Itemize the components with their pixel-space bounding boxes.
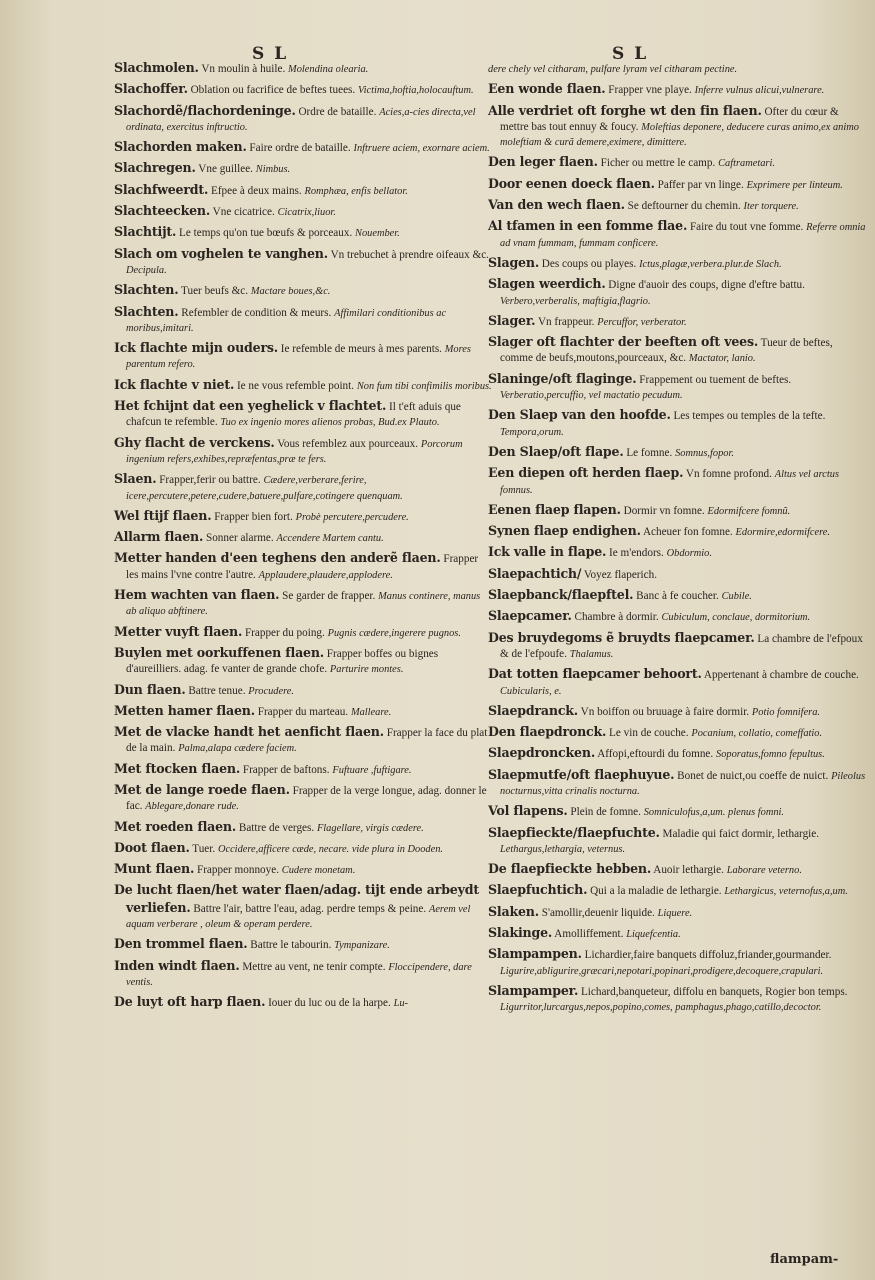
latin-gloss: Somniculofus,a,um. plenus fomni. bbox=[643, 807, 785, 819]
dictionary-entry bbox=[488, 334, 866, 367]
latin-gloss: Parturire montes. bbox=[329, 664, 404, 676]
latin-gloss: Ligurire,abligurire,græcari,nepotari,popinari,prodigere,decoquere,crapulari. bbox=[500, 965, 824, 977]
dictionary-entry bbox=[114, 724, 492, 757]
dictionary-entry bbox=[488, 154, 866, 171]
dictionary-entry bbox=[114, 840, 492, 857]
headword: Den flaepdronck. bbox=[488, 724, 607, 740]
latin-gloss: Referre omnia ad vnam fummam, fummam conficere. bbox=[500, 222, 866, 249]
dictionary-entry bbox=[488, 882, 866, 899]
headword: Synen flaep endighen. bbox=[488, 523, 641, 539]
french-gloss: Frapper monnoye. bbox=[196, 864, 279, 877]
french-gloss: Bonet de nuict,ou coeffe de nuict. bbox=[677, 769, 829, 782]
french-gloss: Auoir lethargie. bbox=[653, 864, 724, 877]
dictionary-entry bbox=[114, 224, 492, 241]
latin-gloss: Inftruere aciem, exornare aciem. bbox=[353, 143, 490, 155]
headword: Slaken. bbox=[488, 903, 539, 919]
latin-gloss: Somnus,fopor. bbox=[675, 447, 734, 459]
latin-gloss: Cicatrix,liuor. bbox=[277, 207, 336, 219]
headword: Dun flaen. bbox=[114, 681, 186, 697]
dictionary-entry bbox=[488, 803, 866, 820]
headword: Met ftocken flaen. bbox=[114, 760, 241, 776]
latin-gloss: Soporatus,fomno fepultus. bbox=[716, 749, 825, 761]
headword: Den trommel flaen. bbox=[114, 936, 248, 952]
french-gloss: Frapper du poing. bbox=[244, 626, 325, 639]
french-gloss: Vous refemblez aux pourceaux. bbox=[277, 437, 419, 450]
french-gloss: Frapper boffes ou bignes d'aureilliers. adag. fe vanter de grande chofe. bbox=[126, 647, 439, 676]
headword: Buylen met oorkuffenen flaen. bbox=[114, 644, 324, 660]
latin-gloss: Aerem vel aquam verberare , oleum & operam perdere. bbox=[126, 903, 471, 931]
latin-gloss: Romphæa, enfis bellator. bbox=[304, 185, 408, 197]
latin-gloss: Manus continere, manus ab aliquo abftinere. bbox=[126, 591, 481, 618]
latin-gloss: Floccipendere, dare ventis. bbox=[126, 961, 472, 988]
latin-gloss: Molendina olearia. bbox=[288, 64, 369, 75]
french-gloss: Le fomne. bbox=[626, 446, 673, 459]
french-gloss: Maladie qui faict dormir, lethargie. bbox=[662, 827, 820, 840]
dictionary-entry bbox=[488, 255, 866, 272]
headword: Slachordẽ/flachordeninge. bbox=[114, 102, 296, 118]
french-gloss: Appertenant à chambre de couche. bbox=[703, 669, 859, 682]
dictionary-entry bbox=[114, 645, 492, 678]
dictionary-entry bbox=[488, 925, 866, 942]
french-gloss: Faire ordre de bataille. bbox=[249, 142, 351, 155]
dictionary-entry bbox=[488, 703, 866, 720]
dictionary-entry bbox=[488, 81, 866, 98]
french-gloss: Dormir vn fomne. bbox=[623, 504, 705, 517]
headword: Slampampen. bbox=[488, 946, 582, 962]
latin-gloss: Acies,a-cies directa,vel ordinata, exercitus inftructio. bbox=[126, 106, 476, 133]
headword: Slaepfieckte/flaepfuchte. bbox=[488, 824, 660, 840]
headword: Den Slaep van den hoofde. bbox=[488, 407, 671, 423]
headword: De luyt oft harp flaen. bbox=[114, 994, 266, 1010]
dictionary-entry bbox=[488, 371, 866, 404]
dictionary-entry bbox=[488, 630, 866, 663]
latin-gloss: Decipula. bbox=[126, 264, 167, 276]
french-gloss: Digne d'auoir des coups, digne d'eftre battu. bbox=[608, 279, 805, 292]
french-gloss: Vn moulin à huile. bbox=[201, 63, 286, 75]
dictionary-entry bbox=[114, 340, 492, 373]
french-gloss: S'amollir,deuenir liquide. bbox=[541, 906, 655, 919]
dictionary-entry bbox=[488, 276, 866, 309]
headword: Slachfweerdt. bbox=[114, 181, 209, 197]
headword: Slaepdroncken. bbox=[488, 745, 596, 761]
french-gloss: Vn trebuchet à prendre oifeaux &c. bbox=[330, 248, 489, 261]
headword: Slachten. bbox=[114, 282, 179, 298]
dictionary-entry bbox=[488, 407, 866, 440]
headword: Ghy flacht de verckens. bbox=[114, 434, 275, 450]
french-gloss: Affopi,eftourdi du fomne. bbox=[597, 748, 714, 761]
latin-gloss: Cubicularis, e. bbox=[500, 685, 562, 697]
headword: Doot flaen. bbox=[114, 839, 190, 855]
latin-gloss: Verbero,verberalis, maftigia,flagrio. bbox=[500, 295, 651, 307]
french-gloss: Frapper vne playe. bbox=[608, 84, 692, 97]
latin-gloss: Malleare. bbox=[350, 706, 392, 718]
headword: Slach om voghelen te vanghen. bbox=[114, 245, 328, 261]
dictionary-entry bbox=[488, 465, 866, 498]
headword: Den leger flaen. bbox=[488, 154, 598, 170]
french-gloss: Amolliffement. bbox=[554, 928, 624, 941]
french-gloss: Plein de fomne. bbox=[570, 806, 641, 819]
french-gloss: Des coups ou playes. bbox=[541, 257, 637, 270]
latin-gloss: Edormire,edormifcere. bbox=[735, 527, 830, 539]
headword: Slachtijt. bbox=[114, 224, 177, 240]
headword: Den Slaep/oft flape. bbox=[488, 443, 624, 459]
headword: Slaen. bbox=[114, 471, 157, 487]
dictionary-entry bbox=[114, 936, 492, 953]
french-gloss: Acheuer fon fomne. bbox=[642, 526, 733, 539]
french-gloss: Faire du tout vne fomme. bbox=[689, 221, 804, 234]
french-gloss: Refembler de condition & meurs. bbox=[181, 306, 332, 319]
dictionary-entry bbox=[114, 529, 492, 546]
french-gloss: Ie ne vous refemble point. bbox=[236, 379, 355, 392]
french-gloss: Frapper de baftons. bbox=[242, 763, 330, 776]
headword: Vol flapens. bbox=[488, 803, 568, 819]
headword: Slaepmutfe/oft flaephuyue. bbox=[488, 766, 675, 782]
french-gloss: Les tempes ou temples de la tefte. bbox=[673, 410, 826, 423]
latin-gloss: Percuffor, verberator. bbox=[597, 316, 687, 328]
dictionary-entry bbox=[488, 313, 866, 330]
latin-gloss: Pocanium, collatio, comeffatio. bbox=[691, 728, 823, 740]
headword: Slagen. bbox=[488, 254, 539, 270]
headword: Allarm flaen. bbox=[114, 529, 204, 545]
latin-gloss: Lethargicus, veternofus,a,um. bbox=[724, 886, 848, 898]
french-gloss: Paffer par vn linge. bbox=[657, 178, 744, 191]
latin-gloss: Laborare veterno. bbox=[726, 865, 802, 877]
dictionary-entry bbox=[114, 958, 492, 991]
latin-gloss: Accendere Martem cantu. bbox=[276, 533, 384, 545]
headword: Eenen flaep flapen. bbox=[488, 501, 621, 517]
headword: Door eenen doeck flaen. bbox=[488, 175, 655, 191]
headword: Met roeden flaen. bbox=[114, 818, 237, 834]
dictionary-entry bbox=[488, 861, 866, 878]
headword: De flaepfieckte hebben. bbox=[488, 861, 652, 877]
catchword: flampam- bbox=[770, 1252, 839, 1267]
headword: Alle verdriet oft forghe wt den fin flaen. bbox=[488, 102, 762, 118]
latin-gloss: Nouember. bbox=[355, 228, 400, 240]
dictionary-entry bbox=[488, 904, 866, 921]
dictionary-entry bbox=[488, 745, 866, 762]
latin-gloss: Probè percutere,percudere. bbox=[295, 511, 409, 523]
dictionary-entry bbox=[114, 682, 492, 699]
french-gloss: Tuer. bbox=[192, 842, 216, 855]
french-gloss: Battre tenue. bbox=[188, 684, 246, 697]
latin-gloss: Lu- bbox=[393, 998, 408, 1010]
headword: Munt flaen. bbox=[114, 861, 195, 877]
latin-gloss: Ablegare,donare rude. bbox=[145, 801, 239, 813]
french-gloss: Mettre au vent, ne tenir compte. bbox=[242, 960, 386, 973]
dictionary-entry bbox=[114, 782, 492, 815]
dictionary-entry bbox=[114, 203, 492, 220]
latin-gloss: Inferre vulnus alicui,vulnerare. bbox=[694, 85, 825, 97]
french-gloss: La chambre de l'efpoux & de l'efpoufe. bbox=[500, 632, 863, 660]
dictionary-entry bbox=[488, 218, 866, 251]
headword: Slakinge. bbox=[488, 925, 553, 941]
french-gloss: Le temps qu'on tue bœufs & porceaux. bbox=[179, 227, 353, 240]
headword: Slagen weerdich. bbox=[488, 276, 606, 292]
dictionary-entry bbox=[114, 160, 492, 177]
french-gloss: Frapper du marteau. bbox=[257, 705, 349, 718]
running-header-left: S L bbox=[252, 44, 289, 64]
headword: Slaepcamer. bbox=[488, 608, 572, 624]
latin-gloss: Altus vel arctus fomnus. bbox=[500, 469, 840, 496]
dictionary-entry bbox=[114, 60, 492, 77]
headword: Slachten. bbox=[114, 303, 179, 319]
dictionary-entry bbox=[114, 703, 492, 720]
latin-gloss: Edormifcere fomnũ. bbox=[707, 505, 791, 517]
french-gloss: Lichardier,faire banquets diffoluz,friander,gourmander. bbox=[584, 949, 832, 962]
dictionary-entry bbox=[114, 182, 492, 199]
latin-gloss: Tympanizare. bbox=[334, 940, 390, 952]
headword: Met de lange roede flaen. bbox=[114, 781, 290, 797]
headword: Slaepdranck. bbox=[488, 702, 578, 718]
dictionary-entry bbox=[114, 587, 492, 620]
latin-gloss: Liquere. bbox=[657, 907, 693, 919]
french-gloss: Vn fomne profond. bbox=[685, 468, 772, 481]
dictionary-entry bbox=[114, 471, 492, 504]
headword: Des bruydegoms ẽ bruydts flaepcamer. bbox=[488, 629, 755, 645]
dictionary-entry bbox=[488, 724, 866, 741]
headword: Van den wech flaen. bbox=[488, 197, 625, 213]
latin-gloss: Moleftias deponere, deducere curas animo,ex animo moleftiam & curã demere,eximere, dimittere. bbox=[500, 121, 859, 149]
headword: Met de vlacke handt het aenficht flaen. bbox=[114, 724, 384, 740]
french-gloss: Ie refemble de meurs à mes parents. bbox=[280, 343, 442, 356]
french-gloss: Vn frappeur. bbox=[537, 315, 595, 328]
french-gloss: Ie m'endors. bbox=[609, 547, 664, 560]
latin-gloss: Exprimere per linteum. bbox=[746, 179, 843, 191]
headword: Slampamper. bbox=[488, 982, 579, 998]
headword: Slaepachtich/ bbox=[488, 565, 582, 581]
latin-gloss: Pugnis cædere,ingerere pugnos. bbox=[327, 627, 461, 639]
latin-gloss: Pileolus nocturnus,vitta crinalis nocturna. bbox=[500, 770, 866, 797]
headword: Slachregen. bbox=[114, 160, 196, 176]
latin-gloss: Cædere,verberare,ferire, icere,percutere,petere,cudere,batuere,pulfare,cotingere quenquam. bbox=[126, 475, 403, 502]
headword: Slaepbanck/flaepftel. bbox=[488, 587, 634, 603]
latin-gloss: Occidere,afficere cæde, necare. vide plura in Dooden. bbox=[217, 843, 444, 855]
dictionary-entry bbox=[114, 398, 492, 431]
headword: Het fchijnt dat een yeghelick v flachtet. bbox=[114, 398, 387, 414]
headword: Slaepfuchtich. bbox=[488, 882, 588, 898]
french-gloss: Tuer beufs &c. bbox=[181, 285, 249, 298]
dictionary-entry bbox=[488, 444, 866, 461]
french-gloss: Vne guillee. bbox=[198, 163, 253, 176]
french-gloss: Frapper bien fort. bbox=[214, 510, 293, 523]
french-gloss: Ordre de bataille. bbox=[298, 105, 377, 118]
latin-gloss: Nimbus. bbox=[255, 164, 291, 176]
french-gloss: Ficher ou mettre le camp. bbox=[600, 157, 716, 170]
dictionary-entry bbox=[114, 304, 492, 337]
headword: Slachoffer. bbox=[114, 81, 188, 97]
latin-gloss: Victima,hoftia,holocauftum. bbox=[358, 85, 474, 97]
french-gloss: Tueur de beftes, comme de beufs,moutons,pourceaux, &c. bbox=[500, 337, 833, 365]
latin-gloss: Affimilari conditionibus ac moribus,imitari. bbox=[126, 307, 447, 334]
french-gloss: Il t'eft aduis que chafcun te refemble. bbox=[126, 401, 461, 429]
french-gloss: Le vin de couche. bbox=[609, 727, 689, 740]
latin-gloss: Cubile. bbox=[721, 591, 752, 603]
french-gloss: Battre l'air, battre l'eau, adag. perdre temps & peine. bbox=[193, 902, 427, 915]
french-gloss: Oblation ou facrifice de beftes tuees. bbox=[190, 84, 356, 97]
latin-gloss: Thalamus. bbox=[569, 648, 614, 660]
running-header-right: S L bbox=[612, 44, 649, 64]
latin-gloss: Fuftuare ,fuftigare. bbox=[332, 764, 412, 776]
headword: Slager. bbox=[488, 312, 536, 328]
latin-gloss: Lethargus,lethargia, veternus. bbox=[500, 843, 626, 855]
headword: Slachteecken. bbox=[114, 203, 211, 219]
dictionary-entry bbox=[488, 103, 866, 151]
latin-gloss: Mores parentum refero. bbox=[126, 344, 471, 371]
dictionary-entry bbox=[114, 861, 492, 878]
latin-gloss: dere chely vel citharam, pulfare lyram vel citharam pectine. bbox=[488, 64, 738, 75]
french-gloss: Se garder de frapper. bbox=[282, 590, 376, 603]
french-gloss: Qui a la maladie de lethargie. bbox=[590, 885, 722, 898]
french-gloss: Chambre à dormir. bbox=[574, 611, 659, 624]
headword: Metter handen d'een teghens den anderẽ flaen. bbox=[114, 550, 441, 566]
dictionary-entry bbox=[488, 566, 866, 583]
headword: Slaninge/oft flaginge. bbox=[488, 370, 637, 386]
headword: Een diepen oft herden flaep. bbox=[488, 465, 684, 481]
latin-gloss: Procudere. bbox=[248, 685, 294, 697]
french-gloss: Banc à fe coucher. bbox=[636, 590, 719, 603]
dictionary-entry bbox=[488, 608, 866, 625]
dictionary-entry bbox=[114, 882, 492, 932]
latin-gloss: Applaudere,plaudere,applodere. bbox=[258, 569, 393, 581]
headword: Metten hamer flaen. bbox=[114, 702, 255, 718]
headword: Wel ftijf flaen. bbox=[114, 507, 212, 523]
dictionary-entry bbox=[114, 435, 492, 468]
dictionary-entry bbox=[114, 761, 492, 778]
french-gloss: Frapper la face du plat de la main. bbox=[126, 727, 488, 755]
headword: Dat totten flaepcamer behoort. bbox=[488, 666, 702, 682]
headword: Slachmolen. bbox=[114, 60, 199, 75]
dictionary-entry bbox=[114, 81, 492, 98]
french-gloss: Frapper de la verge longue, adag. donner le fac. bbox=[126, 784, 487, 813]
french-gloss: Lichard,banqueteur, diffolu en banquets, Rogier bon temps. bbox=[580, 985, 848, 998]
latin-gloss: Potio fomnifera. bbox=[751, 706, 821, 718]
dictionary-entry bbox=[488, 587, 866, 604]
latin-gloss: Mactare boues,&c. bbox=[250, 286, 331, 298]
french-gloss: Frapper les mains l'vne contre l'autre. bbox=[126, 553, 479, 581]
headword: Slager oft flachter der beeften oft vees. bbox=[488, 334, 759, 350]
french-gloss: Se deftourner du chemin. bbox=[627, 200, 741, 213]
french-gloss: Ofter du cœur & mettre bas tout ennuy & foucy. bbox=[500, 105, 839, 133]
dictionary-entry bbox=[114, 103, 492, 136]
dictionary-entry bbox=[114, 377, 492, 394]
dictionary-entry bbox=[488, 983, 866, 1016]
latin-gloss: Mactator, lanio. bbox=[688, 353, 756, 365]
dictionary-entry bbox=[114, 508, 492, 525]
dictionary-entry bbox=[114, 246, 492, 279]
dictionary-entry bbox=[488, 544, 866, 561]
headword: Slachorden maken. bbox=[114, 139, 247, 155]
latin-gloss: Tuo ex ingenio mores alienos probas, Bud.ex Plauto. bbox=[220, 417, 440, 429]
french-gloss: Sonner alarme. bbox=[205, 532, 274, 545]
latin-gloss: Flagellare, virgis cædere. bbox=[316, 822, 424, 834]
dictionary-entry bbox=[488, 666, 866, 699]
dictionary-entry bbox=[488, 197, 866, 214]
french-gloss: Efpee à deux mains. bbox=[211, 184, 302, 197]
dictionary-entry bbox=[114, 994, 492, 1011]
headword: Al tfamen in een fomme flae. bbox=[488, 218, 688, 234]
dictionary-entry bbox=[488, 60, 866, 77]
headword: Ick flachte v niet. bbox=[114, 376, 235, 392]
dictionary-entry bbox=[114, 139, 492, 156]
french-gloss: Battre de verges. bbox=[238, 821, 315, 834]
french-gloss: Voyez flaperich. bbox=[583, 568, 657, 581]
dictionary-entry bbox=[488, 523, 866, 540]
headword: Een wonde flaen. bbox=[488, 81, 606, 97]
latin-gloss: Ictus,plagæ,verbera.plur.de Slach. bbox=[639, 258, 782, 270]
headword: Hem wachten van flaen. bbox=[114, 587, 280, 603]
french-gloss: Frapper,ferir ou battre. bbox=[159, 474, 261, 487]
dictionary-entry bbox=[114, 624, 492, 641]
latin-gloss: Caftrametari. bbox=[718, 158, 775, 170]
latin-gloss: Verberatio,percuffio, vel mactatio pecudum. bbox=[500, 390, 683, 402]
latin-gloss: Obdormio. bbox=[666, 548, 712, 560]
dictionary-entry bbox=[488, 176, 866, 193]
dictionary-entry bbox=[488, 767, 866, 800]
latin-gloss: Iter torquere. bbox=[743, 201, 799, 213]
headword: Ick flachte mijn ouders. bbox=[114, 340, 278, 356]
latin-gloss: Cubiculum, conclaue, dormitorium. bbox=[661, 612, 811, 624]
latin-gloss: Non fum tibi confimilis moribus. bbox=[356, 380, 492, 392]
latin-gloss: Porcorum ingenium refers,exhibes,repræfentas,præ te fers. bbox=[126, 438, 463, 465]
dictionary-entry bbox=[488, 946, 866, 979]
right-column bbox=[488, 60, 866, 1020]
dictionary-entry bbox=[114, 819, 492, 836]
french-gloss: Iouer du luc ou de la harpe. bbox=[268, 997, 391, 1010]
headword: Metter vuyft flaen. bbox=[114, 623, 243, 639]
latin-gloss: Ligurritor,lurcargus,nepos,popino,comes, pamphagus,phago,catillo,decoctor. bbox=[500, 1002, 822, 1014]
headword: Ick valle in flape. bbox=[488, 544, 607, 560]
dictionary-entry bbox=[488, 825, 866, 858]
latin-gloss: Cudere monetam. bbox=[281, 865, 356, 877]
latin-gloss: Palma,alapa cædere faciem. bbox=[178, 743, 297, 755]
latin-gloss: Tempora,orum. bbox=[500, 426, 564, 438]
french-gloss: Vn boiffon ou bruuage à faire dormir. bbox=[580, 705, 750, 718]
left-column bbox=[114, 60, 492, 1016]
dictionary-entry bbox=[488, 502, 866, 519]
dictionary-entry bbox=[114, 550, 492, 583]
french-gloss: Frappement ou tuement de beftes. bbox=[639, 373, 792, 386]
french-gloss: Vne cicatrice. bbox=[212, 206, 275, 219]
headword: Inden windt flaen. bbox=[114, 957, 240, 973]
french-gloss: Battre le tabourin. bbox=[250, 939, 332, 952]
headword: De lucht flaen/het water flaen/adag. tijt ende arbeydt verliefen. bbox=[114, 882, 479, 915]
latin-gloss: Liquefcentia. bbox=[626, 929, 681, 941]
dictionary-entry bbox=[114, 282, 492, 299]
